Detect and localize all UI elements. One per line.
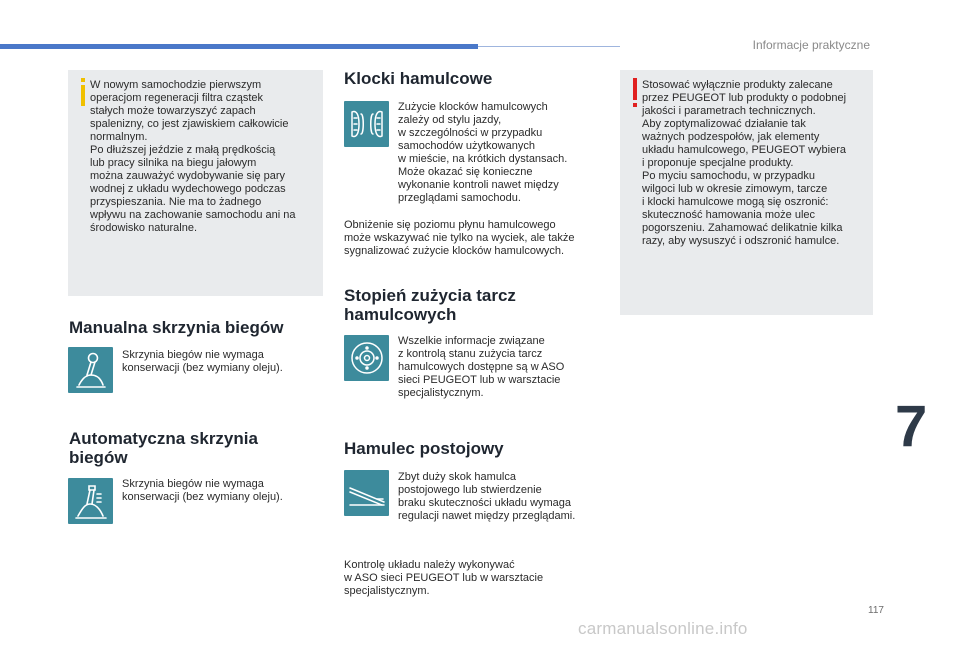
section-title: Informacje praktyczne [752, 38, 870, 52]
header-accent-line [478, 46, 620, 47]
automatic-gear-icon [68, 478, 113, 524]
brake-disc-icon [344, 335, 389, 381]
brake-pads-text: Zużycie klocków hamulcowych zależy od stylu jazdy, w szczególności w przypadku samochodów użytkowanych w mieście, na krótkich dystansach. Może okazać się konieczne wykonanie kontroli nawet między przeglądami samochodu. [398, 101, 568, 204]
info-note-box [68, 70, 323, 296]
header-accent-bar [0, 44, 478, 49]
parking-brake-check-text: Kontrolę układu należy wykonywać w ASO sieci PEUGEOT lub w warsztacie specjalistycznym. [344, 559, 544, 597]
manual-gear-icon [68, 347, 113, 393]
brake-pads-title: Klocki hamulcowe [344, 69, 493, 88]
chapter-number: 7 [895, 394, 928, 459]
info-icon [76, 78, 90, 106]
automatic-gearbox-title: Automatyczna skrzynia biegów [69, 429, 258, 467]
brake-discs-title: Stopień zużycia tarcz hamulcowych [344, 286, 516, 324]
manual-gearbox-title: Manualna skrzynia biegów [69, 318, 284, 337]
warning-note-box [620, 70, 873, 315]
brake-fluid-text: Obniżenie się poziomu płynu hamulcowego może wskazywać nie tylko na wyciek, ale także sygnalizować zużycie klocków hamulcowych. [344, 219, 575, 257]
parking-brake-text: Zbyt duży skok hamulca postojowego lub stwierdzenie braku skuteczności układu wymaga regulacji nawet między przeglądami. [398, 471, 576, 522]
brake-pads-icon [344, 101, 389, 147]
automatic-gearbox-text: Skrzynia biegów nie wymaga konserwacji (bez wymiany oleju). [122, 478, 283, 503]
warning-note-text: Stosować wyłącznie produkty zalecane przez PEUGEOT lub produkty o podobnej jakości i parametrach technicznych. Aby zoptymalizować działanie tak ważnych podzespołów, jak elementy układu hamulcowego, PEUGEOT wybiera i proponuje specjalne produkty. Po myciu samochodu, w przypadku wilgoci lub w okresie zimowym, tarcze i klocki hamulcowe mogą się oszronić: skuteczność hamowania może ulec pogorszeniu. Zahamować delikatnie kilka razy, aby wysuszyć i odszronić hamulce. [642, 79, 847, 247]
watermark: carmanualsonline.info [578, 619, 748, 638]
manual-gearbox-text: Skrzynia biegów nie wymaga konserwacji (bez wymiany oleju). [122, 349, 283, 374]
brake-discs-text: Wszelkie informacje związane z kontrolą stanu zużycia tarcz hamulcowych dostępne są w ASO sieci PEUGEOT lub w warsztacie specjalistycznym. [398, 335, 565, 399]
info-note-text: W nowym samochodzie pierwszym operacjom regeneracji filtra cząstek stałych może towarzyszyć zapach spalenizny, co jest zjawiskiem całkowicie normalnym. Po dłuższej jeździe z małą prędkością lub pracy silnika na biegu jałowym można zauważyć wydobywanie się pary wodnej z układu wydechowego podczas przyspieszania. Nie ma to żadnego wpływu na zachowanie samochodu ani na środowisko naturalne. [90, 79, 296, 234]
parking-brake-title: Hamulec postojowy [344, 439, 504, 458]
page-number: 117 [868, 605, 884, 616]
parking-brake-icon [344, 470, 389, 516]
warning-icon [628, 78, 642, 108]
